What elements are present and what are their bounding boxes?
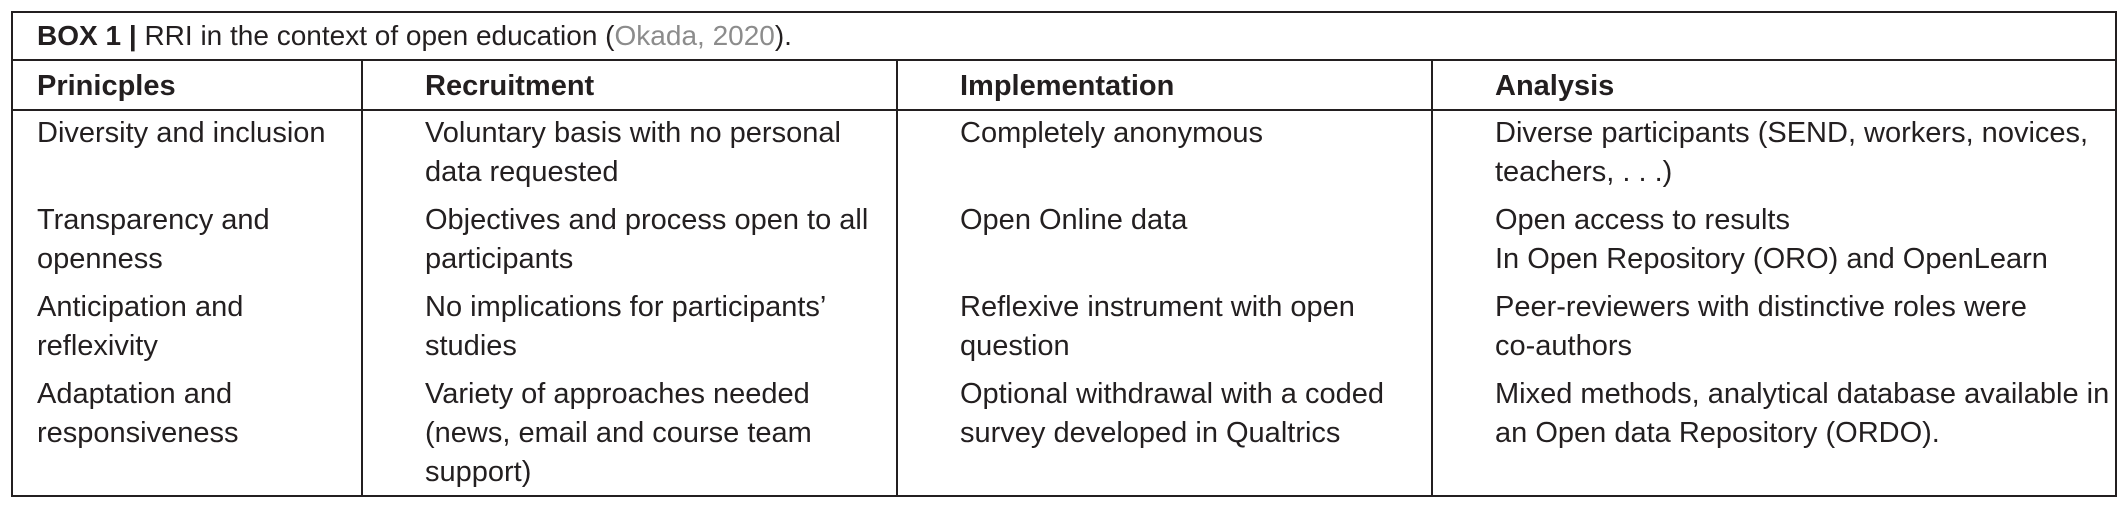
cell-principle bbox=[37, 375, 239, 453]
cell-line: Anticipation and bbox=[37, 291, 244, 323]
cell-recruitment bbox=[425, 114, 841, 192]
cell-line: co-authors bbox=[1495, 330, 1633, 362]
caption-separator: | bbox=[128, 20, 137, 51]
cell-implementation bbox=[960, 114, 1263, 153]
cell-line: studies bbox=[425, 330, 517, 362]
box-caption bbox=[13, 13, 2115, 61]
column-divider bbox=[361, 61, 363, 495]
cell-analysis bbox=[1495, 288, 2027, 366]
cell-line: Optional withdrawal with a coded bbox=[960, 378, 1384, 410]
cell-line: openness bbox=[37, 243, 163, 275]
cell-line: (news, email and course team bbox=[425, 417, 812, 449]
header-principles: Prinicples bbox=[37, 70, 176, 102]
cell-line: question bbox=[960, 330, 1070, 362]
cell-line: participants bbox=[425, 243, 574, 275]
cell-recruitment bbox=[425, 288, 826, 366]
column-divider bbox=[896, 61, 898, 495]
box-table bbox=[11, 11, 2117, 497]
table-header bbox=[13, 61, 2115, 111]
cell-recruitment bbox=[425, 375, 812, 492]
cell-line: Voluntary basis with no personal bbox=[425, 117, 841, 149]
cell-analysis bbox=[1495, 375, 2109, 453]
cell-line: teachers, . . .) bbox=[1495, 156, 1673, 188]
cell-line: Objectives and process open to all bbox=[425, 204, 869, 236]
cell-recruitment bbox=[425, 201, 868, 279]
cell-line: Transparency and bbox=[37, 204, 270, 236]
header-implementation: Implementation bbox=[960, 70, 1175, 102]
cell-line: reflexivity bbox=[37, 330, 158, 362]
cell-implementation bbox=[960, 201, 1187, 240]
header-recruitment: Recruitment bbox=[425, 70, 595, 102]
cell-analysis bbox=[1495, 114, 2088, 192]
cell-analysis bbox=[1495, 201, 2048, 279]
header-analysis: Analysis bbox=[1495, 70, 1615, 102]
cell-line: survey developed in Qualtrics bbox=[960, 417, 1341, 449]
cell-line: Adaptation and bbox=[37, 378, 233, 410]
cell-line: responsiveness bbox=[37, 417, 239, 449]
cell-line: Peer-reviewers with distinctive roles were bbox=[1495, 291, 2027, 323]
column-divider bbox=[1431, 61, 1433, 495]
cell-line: Variety of approaches needed bbox=[425, 378, 810, 410]
cell-line: Diverse participants (SEND, workers, novices, bbox=[1495, 117, 2089, 149]
cell-line: Completely anonymous bbox=[960, 117, 1264, 149]
caption-citation-link[interactable]: Okada, 2020 bbox=[614, 20, 775, 51]
cell-line: No implications for participants’ bbox=[425, 291, 827, 323]
cell-principle bbox=[37, 288, 243, 366]
caption-text: RRI in the context of open education ( bbox=[144, 20, 615, 51]
caption-text-end: ). bbox=[774, 20, 792, 51]
cell-line: Mixed methods, analytical database available in bbox=[1495, 378, 2110, 410]
cell-line: Open access to results bbox=[1495, 204, 1790, 236]
cell-line: data requested bbox=[425, 156, 619, 188]
cell-line: Diversity and inclusion bbox=[37, 117, 326, 149]
box-label: BOX 1 bbox=[37, 20, 122, 51]
cell-implementation bbox=[960, 288, 1355, 366]
cell-principle bbox=[37, 201, 270, 279]
cell-implementation bbox=[960, 375, 1384, 453]
cell-line: Reflexive instrument with open bbox=[960, 291, 1355, 323]
cell-line: Open Online data bbox=[960, 204, 1188, 236]
cell-line: an Open data Repository (ORDO). bbox=[1495, 417, 1940, 449]
cell-line: In Open Repository (ORO) and OpenLearn bbox=[1495, 243, 2048, 275]
cell-line: support) bbox=[425, 456, 532, 488]
cell-principle bbox=[37, 114, 326, 153]
